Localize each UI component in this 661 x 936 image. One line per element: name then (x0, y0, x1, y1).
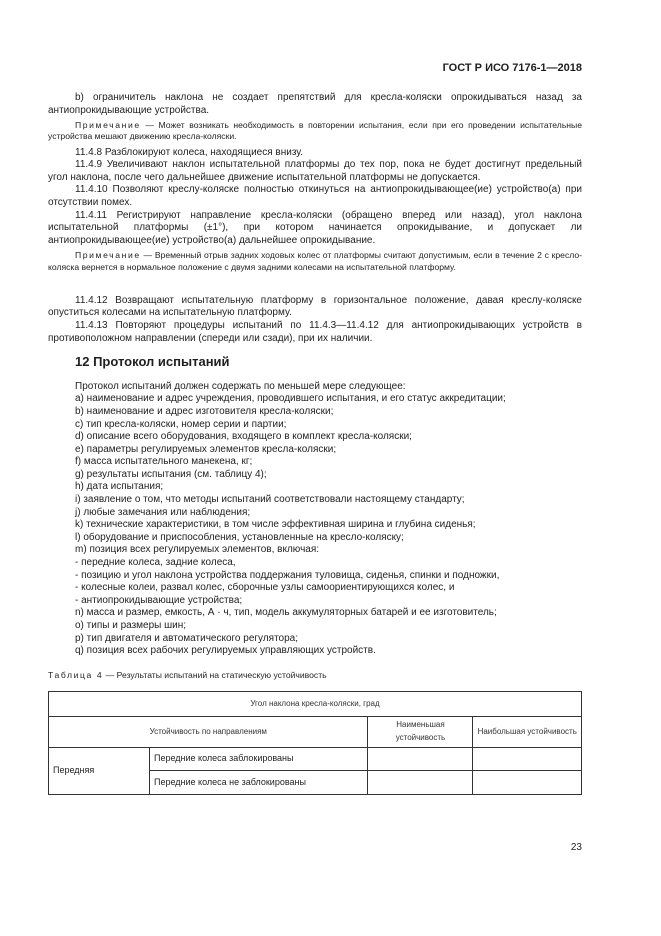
table-header-min: Наименьшая устойчивость (368, 717, 473, 747)
list-item: k) технические характеристики, в том числе эффективная ширина и глубина сиденья; (75, 519, 476, 531)
spacer (48, 277, 582, 295)
table-header-direction: Устойчивость по направлениям (49, 717, 368, 747)
paragraph-11-4-9: 11.4.9 Увеличивают наклон испытательной платформы до тех пор, пока не будет достигнут предельный угол наклона, после чего дальнейшее движение испытательной платформы не допускается. (48, 159, 582, 183)
list-item: o) типы и размеры шин; (75, 620, 187, 631)
table-cell-locked: Передние колеса заблокированы (150, 747, 368, 770)
section-title: 12 Протокол испытаний (75, 354, 230, 370)
table-cell-empty (368, 747, 473, 770)
paragraph-b-item: b) ограничитель наклона не создает препятствий для кресла-коляски опрокидываться назад за антиопрокидывающие устройства. (48, 92, 582, 116)
list-item: l) оборудование и приспособления, установленные на кресло-коляску; (75, 531, 404, 543)
page-number: 23 (570, 842, 582, 853)
list-item: c) тип кресла-коляски, номер серии и партии; (75, 418, 287, 430)
list-item: d) описание всего оборудования, входящего в комплект кресла-коляски; (75, 431, 412, 443)
table-caption-label: Таблица 4 (48, 669, 104, 680)
list-item: f) масса испытательного манекена, кг; (75, 456, 253, 468)
document-header: ГОСТ Р ИСО 7176-1—2018 (442, 62, 582, 74)
note-2 (48, 250, 582, 272)
note-label: Примечание (75, 250, 141, 261)
list-item: q) позиция всех рабочих регулируемых управляющих устройств. (75, 645, 376, 657)
list-item: j) любые замечания или наблюдения; (75, 506, 251, 518)
report-items-list (48, 393, 582, 657)
table-header-angle: Угол наклона кресла-коляски, град (49, 692, 582, 717)
table-caption (48, 669, 582, 682)
paragraph-11-4-12: 11.4.12 Возвращают испытательную платформу в горизонтальное положение, давая креслу-коляске опуститься колесами на испытательную платформу. (48, 294, 582, 319)
table-cell-front: Передняя (49, 747, 150, 794)
list-item: - передние колеса, задние колеса, (75, 557, 236, 569)
paragraph-11-4-11: 11.4.11 Регистрируют направление кресла-коляски (обращено вперед или назад), угол наклона испытательной платформы (±1°), при котором начинается опрокидывание, и допускает ли антиопрокидывающее(ие) устройство(а) дальнейшее опрокидывание. (48, 209, 582, 246)
note-text: — Временный отрыв задних ходовых колес от платформы считают допустимым, если в течение 2 с кресло-коляска вернется в нормальное положение с двумя задними колесами на испытательной платформу. (48, 250, 582, 272)
list-item: - антиопрокидывающие устройства; (75, 594, 243, 606)
paragraph-11-4-13: 11.4.13 Повторяют процедуры испытаний по 11.4.3—11.4.12 для антиопрокидывающих устройств в противоположном направлении (спереди или сзади), при их наличии. (48, 319, 582, 344)
note-label: Примечание (75, 120, 141, 131)
table-row (49, 692, 582, 717)
list-item: n) масса и размер, емкость, А · ч, тип, модель аккумуляторных батарей и ее изготовитель; (75, 607, 497, 619)
table-cell-empty (368, 770, 473, 794)
list-item: a) наименование и адрес учреждения, проводившего испытания, и его статус аккредитации; (75, 393, 506, 405)
list-item: h) дата испытания; (75, 481, 164, 493)
note-text: — Может возникать необходимость в повторении испытания, если при его проведении испытательные устройства мешают движению кресла-коляски. (48, 120, 582, 142)
list-item: - позицию и угол наклона устройства поддержания туловища, сиденья, спинки и подножки, (75, 569, 500, 581)
section-intro: Протокол испытаний должен содержать по меньшей мере следующее: (75, 380, 406, 392)
list-item: i) заявление о том, что методы испытаний соответствовали настоящему стандарту; (75, 494, 465, 506)
list-item: g) результаты испытания (см. таблицу 4); (75, 468, 267, 480)
table-row (49, 747, 582, 770)
list-item: m) позиция всех регулируемых элементов, включая: (75, 544, 320, 556)
results-table (48, 691, 582, 794)
paragraph-11-4-8: 11.4.8 Разблокируют колеса, находящиеся внизу. (75, 146, 304, 158)
list-item: b) наименование и адрес изготовителя кресла-коляски; (75, 405, 334, 417)
table-caption-text: — Результаты испытаний на статическую устойчивость (103, 669, 327, 680)
paragraph-11-4-10: 11.4.10 Позволяют креслу-коляске полностью откинуться на антиопрокидывающее(ие) устройство(а) при отсутствии помех. (48, 184, 582, 208)
list-item: e) параметры регулируемых элементов кресла-коляски; (75, 443, 337, 455)
table-cell-unlocked: Передние колеса не заблокированы (150, 770, 368, 794)
page-content (48, 92, 582, 795)
table-row (49, 717, 582, 747)
table-cell-empty (473, 747, 582, 770)
table-cell-empty (473, 770, 582, 794)
table-header-max: Наибольшая устойчивость (473, 717, 582, 747)
list-item: p) тип двигателя и автоматического регулятора; (75, 632, 299, 644)
list-item: - колесные колеи, развал колес, сборочные узлы самоориентирующихся колес, и (75, 582, 455, 594)
note-1 (48, 120, 582, 142)
